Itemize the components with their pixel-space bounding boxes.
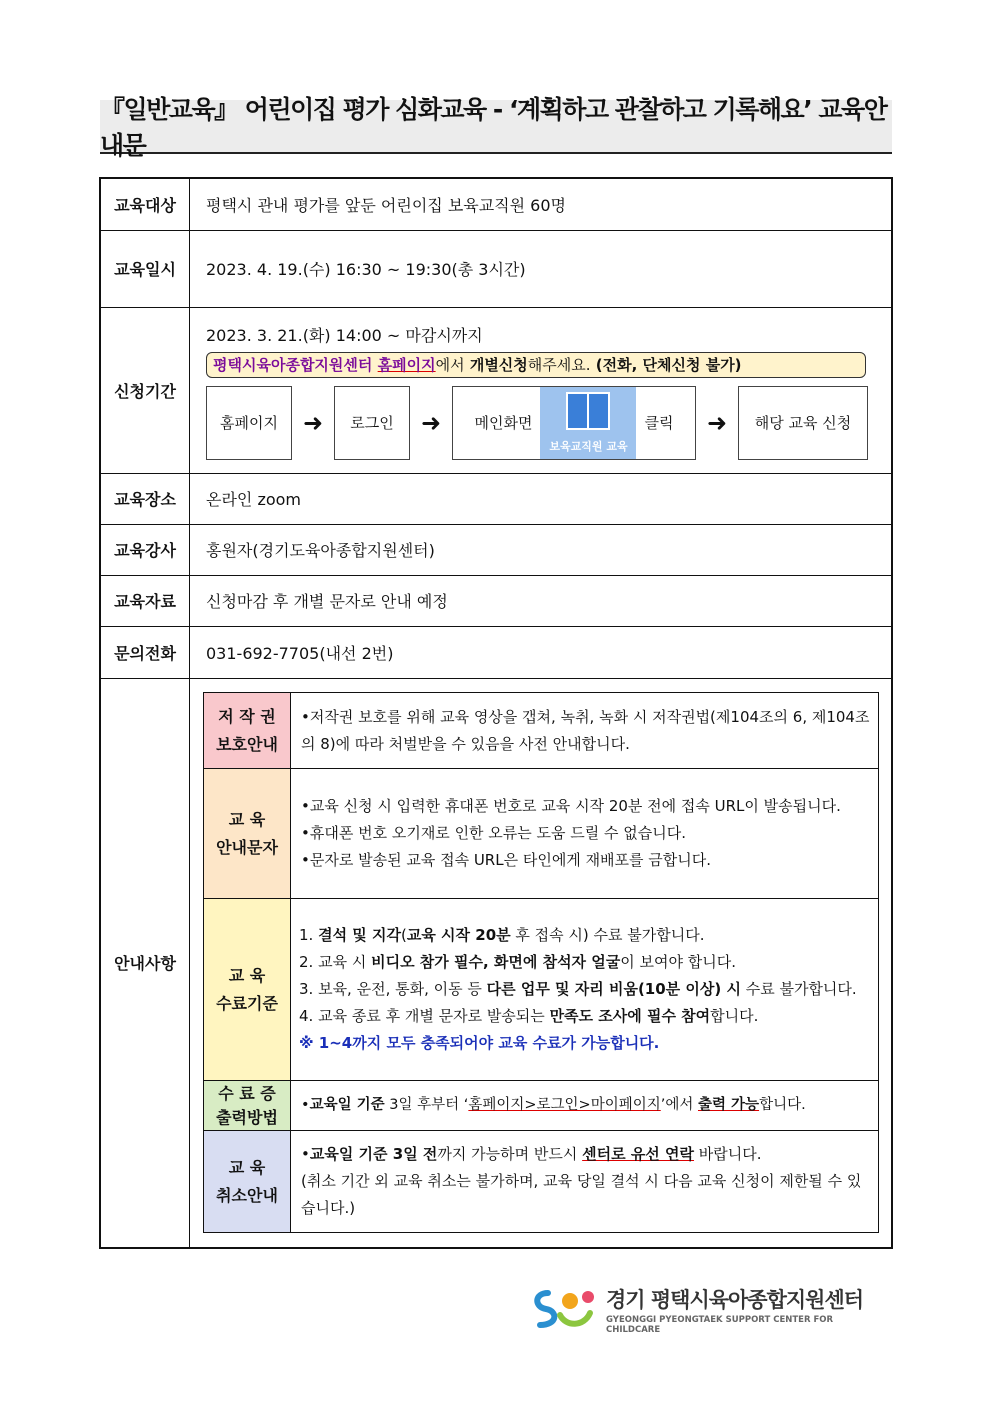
row-label: 안내사항 (100, 678, 190, 1248)
list-item: (취소 기간 외 교육 취소는 불가하며, 교육 당일 결석 시 다음 교육 신청이 제한될 수 있습니다.) (301, 1172, 862, 1218)
staff-education-icon[interactable] (540, 387, 636, 459)
note-mid2: 해주세요. (527, 356, 591, 374)
text-part: 까지 가능하며 반드시 (437, 1145, 583, 1164)
notice-label-line: 취소안내 (216, 1185, 278, 1205)
row-apply (100, 307, 892, 473)
arrow-right-icon: ➜ (420, 408, 442, 437)
notice-label (204, 769, 291, 899)
notice-text (291, 1131, 879, 1233)
text-part: 홈페이지>로그인>마이페이지 (468, 1097, 661, 1114)
flow-step-homepage: 홈페이지 (206, 386, 292, 460)
flow-step-main-label: 메인화면 (474, 414, 533, 432)
note-bold: 개별신청 (469, 356, 528, 374)
notice-text: •저작권 보호를 위해 교육 영상을 갭쳐, 녹취, 녹화 시 저작권법(제104조의 6, 제104조의 8)에 따라 처벌받을 수 있음을 사전 안내합니다. (291, 693, 879, 769)
notice-completion (204, 899, 879, 1081)
center-logo-icon (530, 1287, 602, 1331)
notice-label (204, 693, 291, 769)
text-part: 바랍니다. (694, 1145, 762, 1164)
notice-label-line: 수료기준 (216, 993, 278, 1013)
notice-text (291, 769, 879, 899)
notice-label-line: 교 육 (228, 965, 266, 985)
note-mid1: 에서 (435, 356, 465, 374)
notice-cancel (204, 1131, 879, 1233)
note-suffix: (전화, 단체신청 불가) (595, 356, 742, 374)
apply-flow (206, 386, 891, 460)
list-item (299, 922, 870, 949)
row-label: 교육자료 (100, 575, 190, 626)
row-value: 평택시 관내 평가를 앞둔 어린이집 보육교직원 60명 (190, 178, 893, 230)
list-item (301, 1141, 870, 1168)
text-part: 결석 및 지각 (318, 926, 401, 945)
row-label: 교육장소 (100, 473, 190, 524)
notice-cell (190, 678, 893, 1248)
text-part: • (301, 1145, 310, 1164)
list-item (299, 949, 870, 976)
notice-label-line: 저 작 권 (218, 706, 276, 726)
footer (530, 1286, 890, 1335)
text-part: 교육일 기준 3일 전 (309, 1145, 438, 1164)
text-part: 2. 교육 시 (299, 953, 372, 972)
text-part: 합니다. (759, 1097, 806, 1114)
row-label: 문의전화 (100, 626, 190, 678)
notice-label-line: 안내문자 (216, 837, 278, 857)
row-target (100, 178, 892, 230)
text-part: 이 보여야 합니다. (620, 953, 737, 972)
flow-step-apply: 해당 교육 신청 (738, 386, 868, 460)
flow-click-label: 클릭 (644, 414, 674, 432)
note-link[interactable]: 홈페이지 (377, 356, 436, 374)
text-part: ’에서 (660, 1097, 698, 1114)
info-table (99, 177, 893, 1249)
row-place (100, 473, 892, 524)
row-value: 031-692-7705(내선 2번) (190, 626, 893, 678)
center-name-ko: 경기 평택시육아종합지원센터 (606, 1287, 864, 1312)
text-part: 비디오 참가 필수, 화면에 참석자 얼굴 (371, 953, 621, 972)
text-part: 4. 교육 종료 후 개별 문자로 발송되는 (299, 1007, 550, 1026)
center-name-en: GYEONGGI PYEONGTAEK SUPPORT CENTER FOR CHILDCARE (606, 1314, 834, 1335)
text-part: 다른 업무 및 자리 비움(10분 이상) 시 (486, 980, 741, 999)
book-icon (566, 392, 610, 430)
apply-note (206, 352, 866, 378)
apply-cell (190, 307, 893, 473)
row-value: 온라인 zoom (190, 473, 893, 524)
text-part: 센터로 유선 연락 (582, 1145, 695, 1164)
text-part: ( (401, 926, 407, 945)
staff-education-label: 보육교직원 교육 (549, 439, 628, 453)
notice-text (291, 1081, 879, 1131)
flow-step-login: 로그인 (334, 386, 410, 460)
notice-certificate (204, 1081, 879, 1131)
arrow-right-icon: ➜ (706, 408, 728, 437)
row-notice (100, 678, 892, 1248)
row-label: 교육대상 (100, 178, 190, 230)
notice-text (291, 899, 879, 1081)
flow-step-main (452, 386, 696, 460)
apply-period: 2023. 3. 21.(화) 14:00 ~ 마감시까지 (206, 325, 483, 345)
notice-label (204, 1081, 291, 1131)
row-instructor (100, 524, 892, 575)
row-phone (100, 626, 892, 678)
text-part: 후 접속 시) 수료 불가합니다. (510, 926, 705, 945)
notice-table (203, 692, 879, 1233)
completion-footnote: ※ 1~4까지 모두 충족되어야 교육 수료가 가능합니다. (299, 1034, 660, 1053)
arrow-right-icon: ➜ (302, 408, 324, 437)
text-part: 출력 가능 (697, 1097, 760, 1114)
row-datetime (100, 230, 892, 307)
row-value: 2023. 4. 19.(수) 16:30 ~ 19:30(총 3시간) (190, 230, 893, 307)
list-item: •교육 신청 시 입력한 휴대폰 번호로 교육 시작 20분 전에 접속 URL이 발송됩니다. (301, 797, 841, 816)
row-materials (100, 575, 892, 626)
note-prefix: 평택시육아종합지원센터 (213, 356, 373, 374)
notice-label (204, 899, 291, 1081)
notice-label-line: 출력방법 (216, 1107, 278, 1127)
list-item: •문자로 발송된 교육 접속 URL은 타인에게 재배포를 금합니다. (301, 851, 712, 870)
footer-text (606, 1284, 890, 1335)
text-part: 만족도 조사에 필수 참여 (549, 1007, 711, 1026)
row-label: 교육강사 (100, 524, 190, 575)
row-value: 신청마감 후 개별 문자로 안내 예정 (190, 575, 893, 626)
text-part: 3. 보육, 운전, 통화, 이동 등 (299, 980, 487, 999)
page-title: 『일반교육』 어린이집 평가 심화교육 - ‘계획하고 관찰하고 기록해요’ 교육안내문 (100, 100, 892, 154)
notice-label (204, 1131, 291, 1233)
list-item (299, 976, 870, 1003)
row-label: 신청기간 (100, 307, 190, 473)
notice-sms (204, 769, 879, 899)
text-part: 교육일 기준 (309, 1097, 385, 1114)
notice-label-line: 교 육 (228, 809, 266, 829)
notice-label-line: 수 료 증 (218, 1083, 276, 1103)
notice-copyright (204, 693, 879, 769)
list-item (299, 1003, 870, 1030)
notice-label-line: 보호안내 (216, 734, 278, 754)
row-label: 교육일시 (100, 230, 190, 307)
text-part: 수료 불가합니다. (740, 980, 857, 999)
text-part: • (301, 1097, 310, 1114)
text-part: 3일 후부터 ‘ (384, 1097, 469, 1114)
list-item: •휴대폰 번호 오기재로 인한 오류는 도움 드릴 수 없습니다. (301, 824, 687, 843)
notice-label-line: 교 육 (228, 1157, 266, 1177)
row-value: 홍원자(경기도육아종합지원센터) (190, 524, 893, 575)
text-part: 교육 시작 20분 (406, 926, 511, 945)
text-part: 1. (299, 926, 319, 945)
text-part: 합니다. (710, 1007, 759, 1026)
